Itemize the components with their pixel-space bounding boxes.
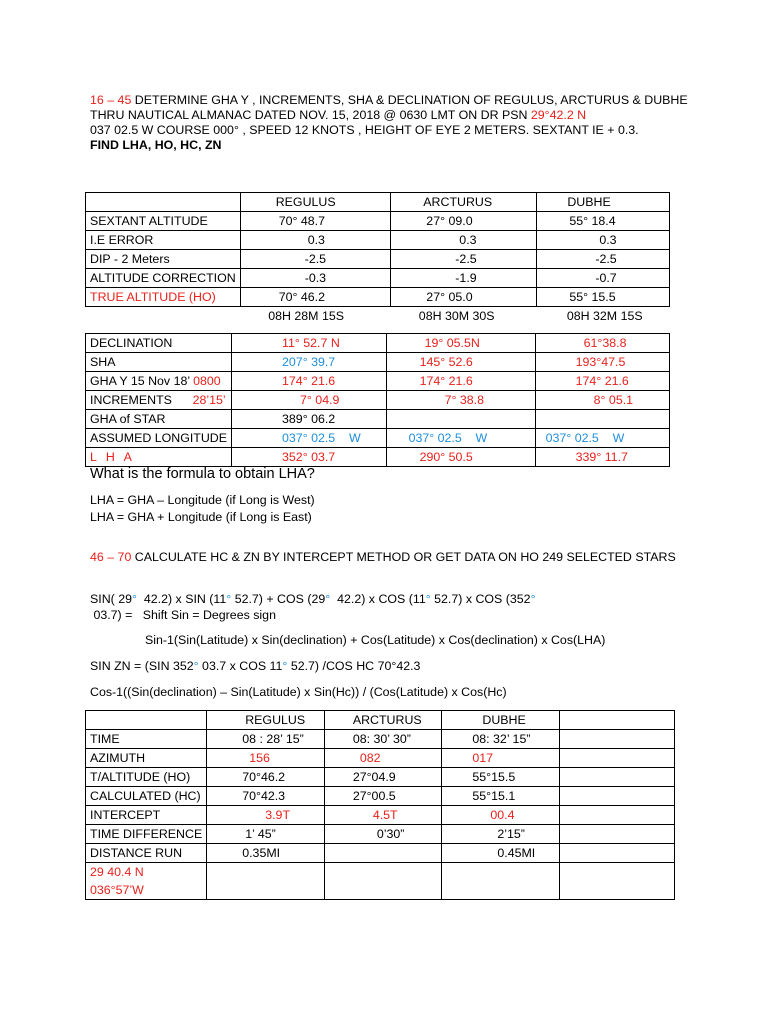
cell: 70° 48.7 [240, 212, 391, 231]
cell: 037° 02.5 W [535, 429, 669, 448]
fix-position [86, 863, 207, 900]
header-arcturus: ARCTURUS [324, 711, 442, 730]
row-label: SEXTANT ALTITUDE [86, 212, 241, 231]
row-label: INTERCEPT [86, 806, 207, 825]
altitude-table [85, 192, 670, 325]
cell: 4.5T [324, 806, 442, 825]
header-regulus: REGULUS [207, 711, 325, 730]
problem-statement [90, 93, 690, 153]
row-label: DISTANCE RUN [86, 844, 207, 863]
dr-latitude: 29°42.2 N [530, 108, 587, 122]
row-label: ALTITUDE CORRECTION [86, 269, 241, 288]
cell: 27° 09.0 [391, 212, 537, 231]
cell: 193°47.5 [535, 353, 669, 372]
cell: 352° 03.7 [232, 448, 387, 467]
table-row [86, 768, 675, 787]
cell: 145° 52.6 [386, 353, 535, 372]
row-label: T/ALTITUDE (HO) [86, 768, 207, 787]
cell: -1.9 [391, 269, 537, 288]
hc-formula: Sin-1(Sin(Latitude) x Sin(declination) + Cos(Latitude) x Cos(declination) x Cos(LHA) [145, 633, 606, 647]
row-label: AZIMUTH [86, 749, 207, 768]
fix-longitude: 036°57’W [90, 883, 144, 897]
cell: 0.3 [391, 231, 537, 250]
table-row [86, 250, 670, 269]
cell: 0.45MI [442, 844, 559, 863]
cell: 7° 04.9 [232, 391, 387, 410]
row-label: GHA Y 15 Nov 18’ 0800 [86, 372, 232, 391]
section-number: 46 – 70 [90, 550, 132, 564]
cell: 3.9T [207, 806, 325, 825]
cell: 70°46.2 [207, 768, 325, 787]
table-row [86, 353, 670, 372]
cell: 2’15” [442, 825, 559, 844]
cell: 389° 06.2 [232, 410, 387, 429]
table-header-row [86, 711, 675, 730]
table-row [86, 334, 670, 353]
cell: 55°15.5 [442, 768, 559, 787]
cell: -2.5 [240, 250, 391, 269]
time-regulus: 08H 28M 15S [268, 309, 344, 323]
cell: 27° 05.0 [391, 288, 537, 307]
row-label: INCREMENTS 28’15’ [86, 391, 232, 410]
cell: 207° 39.7 [232, 353, 387, 372]
table-row [86, 212, 670, 231]
cell: 037° 02.5 W [232, 429, 387, 448]
cell: 017 [442, 749, 559, 768]
section-2-heading [90, 549, 690, 565]
cell: -2.5 [537, 250, 670, 269]
cell: -2.5 [391, 250, 537, 269]
hc-equation: SIN( 29° 42.2) x SIN (11° 52.7) + COS (29° 42.2) x COS (11° 52.7) x COS (352° 03.7) = Shift Sin = Degrees sign [90, 592, 536, 622]
cell: 0.3 [537, 231, 670, 250]
cell: 0.35MI [207, 844, 325, 863]
row-label: DECLINATION [86, 334, 232, 353]
table-row [86, 787, 675, 806]
cell: 174° 21.6 [232, 372, 387, 391]
cell: 11° 52.7 N [232, 334, 387, 353]
header-dubhe: DUBHE [442, 711, 559, 730]
cell: 55° 15.5 [537, 288, 670, 307]
table-row [86, 806, 675, 825]
table-row [86, 825, 675, 844]
intercept-table [85, 710, 675, 900]
table-row [86, 429, 670, 448]
cell: -0.3 [240, 269, 391, 288]
cell: 8° 05.1 [535, 391, 669, 410]
cell: 55° 18.4 [537, 212, 670, 231]
table-header-row [86, 193, 670, 212]
cell: 156 [207, 749, 325, 768]
cell: 00.4 [442, 806, 559, 825]
row-label: ASSUMED LONGITUDE [86, 429, 232, 448]
cell [324, 844, 442, 863]
cell: 08 : 28’ 15” [207, 730, 325, 749]
time-row [86, 307, 670, 326]
cell: 0’30” [324, 825, 442, 844]
row-label: TIME [86, 730, 207, 749]
problem-text-2: 037 02.5 W COURSE 000° , SPEED 12 KNOTS , HEIGHT OF EYE 2 METERS. SEXTANT IE + 0.3. [90, 123, 639, 137]
row-label: DIP - 2 Meters [86, 250, 241, 269]
cell [386, 410, 535, 429]
cell: 70°42.3 [207, 787, 325, 806]
cell: 08: 32’ 15” [442, 730, 559, 749]
table-row [86, 448, 670, 467]
cell [535, 410, 669, 429]
row-label: TIME DIFFERENCE [86, 825, 207, 844]
header-regulus: REGULUS [240, 193, 391, 212]
row-label: L H A [86, 448, 232, 467]
section-text: CALCULATE HC & ZN BY INTERCEPT METHOD OR GET DATA ON HO 249 SELECTED STARS [131, 550, 676, 564]
cell: 1’ 45” [207, 825, 325, 844]
row-label: I.E ERROR [86, 231, 241, 250]
time-dubhe: 08H 32M 15S [566, 309, 643, 323]
cell: 55°15.1 [442, 787, 559, 806]
table-row [86, 844, 675, 863]
row-label: SHA [86, 353, 232, 372]
table-row [86, 288, 670, 307]
header-arcturus: ARCTURUS [391, 193, 537, 212]
table-row [86, 231, 670, 250]
lha-formula-west: LHA = GHA – Longitude (if Long is West) [90, 493, 315, 507]
cell: 082 [324, 749, 442, 768]
zn-formula: Cos-1((Sin(declination) – Sin(Latitude) x Sin(Hc)) / (Cos(Latitude) x Cos(Hc) [90, 685, 507, 699]
cell: 7° 38.8 [386, 391, 535, 410]
lha-formula-east: LHA = GHA + Longitude (if Long is East) [90, 510, 312, 524]
cell: 0.3 [240, 231, 391, 250]
row-label: TRUE ALTITUDE (HO) [86, 288, 241, 307]
row-label: CALCULATED (HC) [86, 787, 207, 806]
cell: 174° 21.6 [386, 372, 535, 391]
row-label: GHA of STAR [86, 410, 232, 429]
find-label: FIND [90, 138, 123, 152]
table-row [86, 730, 675, 749]
fix-latitude: 29 40.4 N [90, 865, 144, 879]
table-row [86, 372, 670, 391]
table-row [86, 269, 670, 288]
cell: 290° 50.5 [386, 448, 535, 467]
cell: 27°04.9 [324, 768, 442, 787]
fix-row [86, 863, 675, 900]
cell: 61°38.8 [535, 334, 669, 353]
cell: 08: 30’ 30” [324, 730, 442, 749]
cell: 19° 05.5N [386, 334, 535, 353]
time-arcturus: 08H 30M 30S [418, 309, 495, 323]
cell: 70° 46.2 [240, 288, 391, 307]
problem-text: DETERMINE GHA Y , INCREMENTS, SHA & DECLINATION OF REGULUS, ARCTURUS & DUBHE THRU NAUTICAL ALMANAC DATED NOV. 15, 2018 @ 0630 LMT ON DR PSN [90, 93, 688, 122]
header-dubhe: DUBHE [537, 193, 670, 212]
cell: -0.7 [537, 269, 670, 288]
find-items: LHA, HO, HC, ZN [122, 138, 222, 152]
gha-table [85, 333, 670, 467]
table-row [86, 391, 670, 410]
zn-equation: SIN ZN = (SIN 352° 03.7 x COS 11° 52.7) /COS HC 70°42.3 [90, 659, 421, 673]
table-row [86, 749, 675, 768]
cell: 037° 02.5 W [386, 429, 535, 448]
table-row [86, 410, 670, 429]
lha-question: What is the formula to obtain LHA? [90, 466, 315, 482]
cell: 339° 11.7 [535, 448, 669, 467]
cell: 174° 21.6 [535, 372, 669, 391]
problem-number: 16 – 45 [90, 93, 132, 107]
cell: 27°00.5 [324, 787, 442, 806]
